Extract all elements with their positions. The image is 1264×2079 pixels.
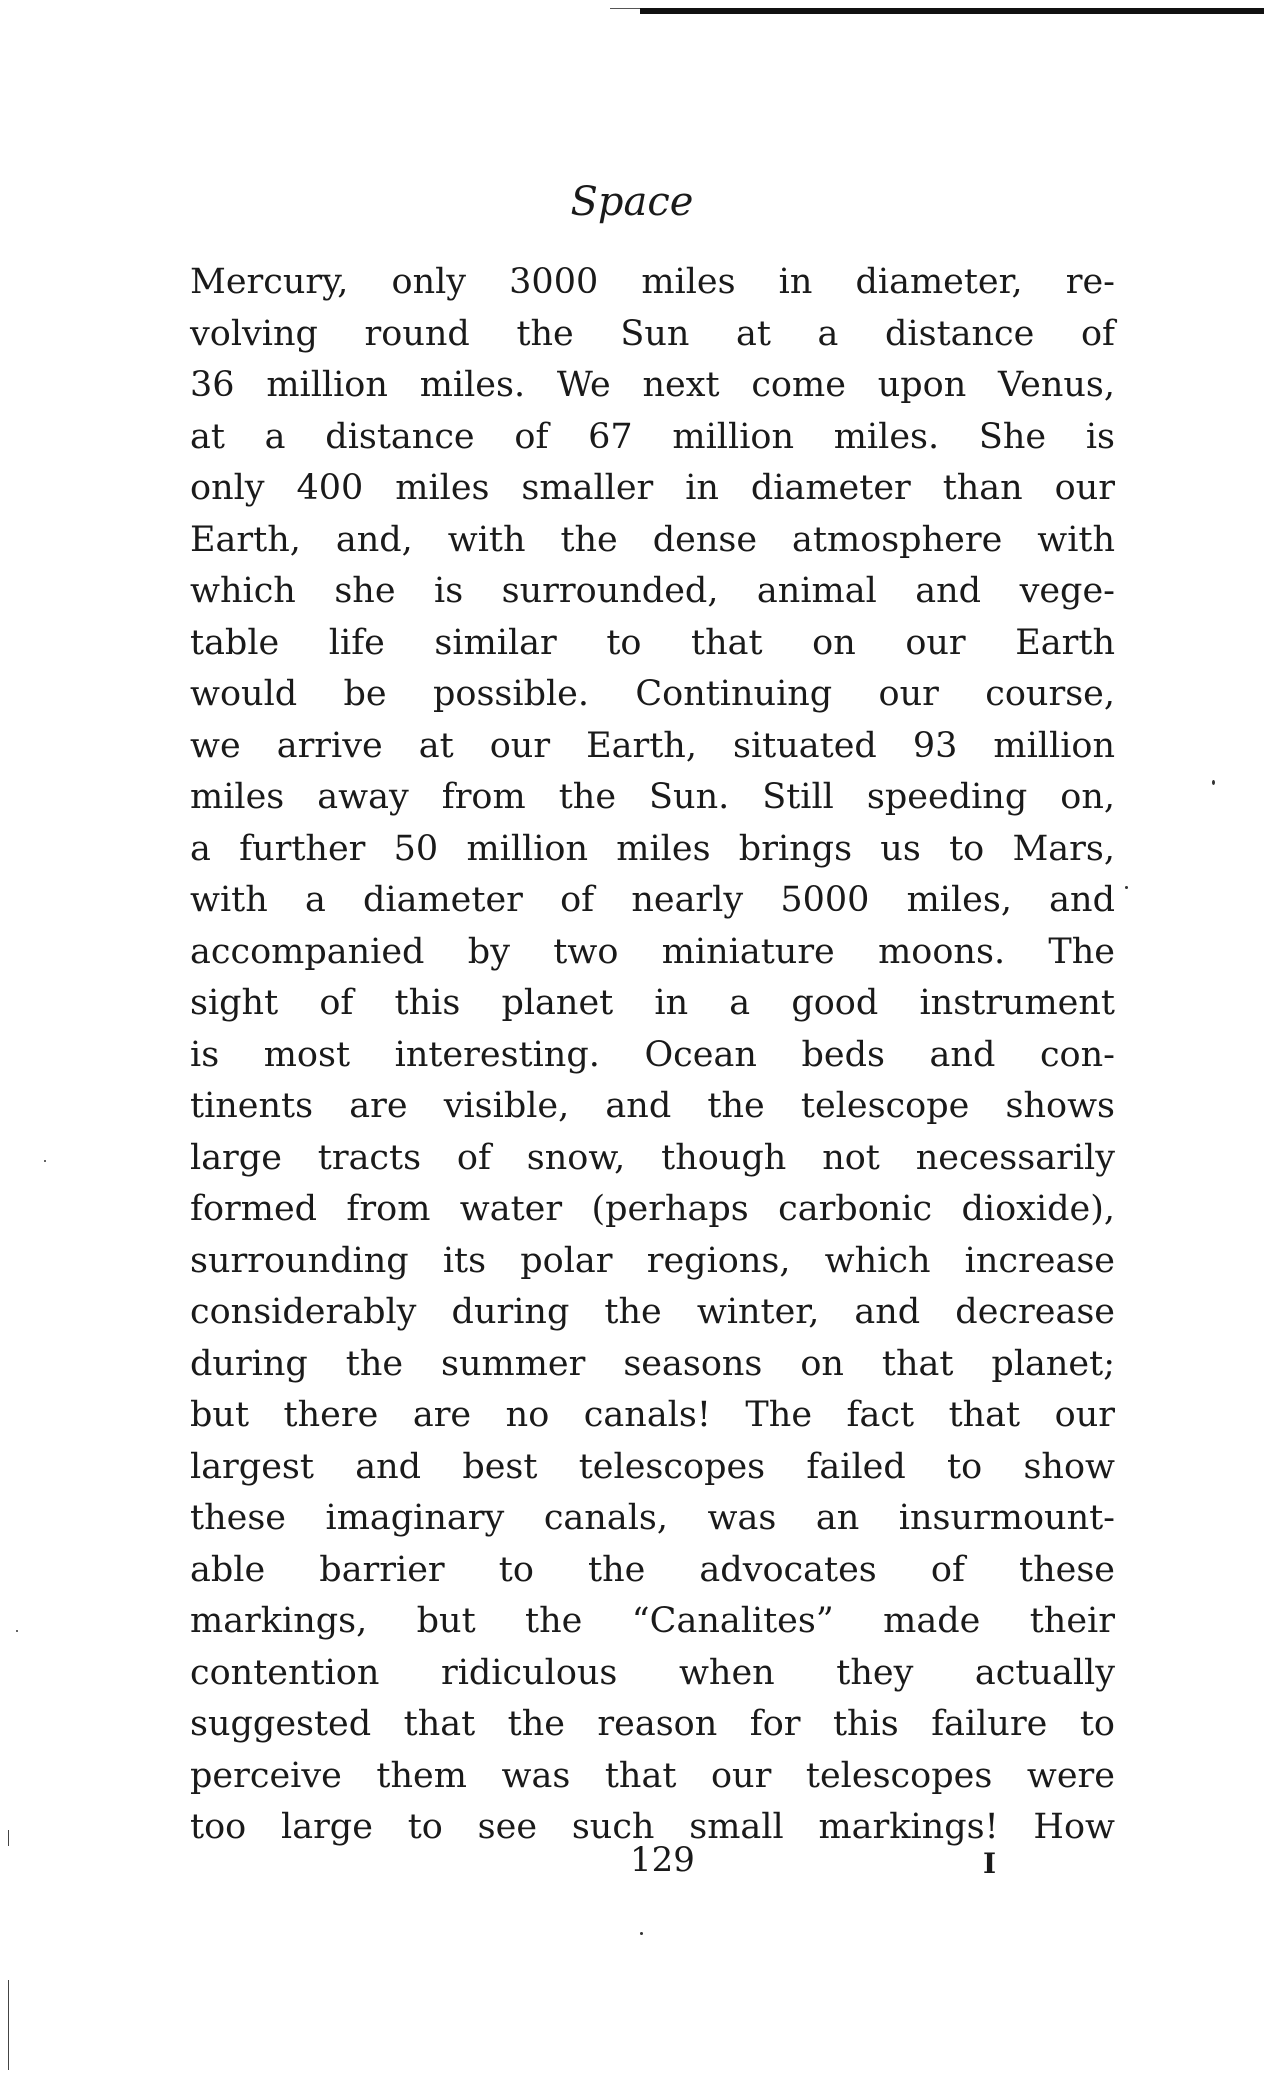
text-line: these imaginary canals, was an insurmount- xyxy=(190,1498,1115,1538)
text-line: 36 million miles. We next come upon Venus, xyxy=(190,365,1115,405)
margin-edge-line xyxy=(8,1830,9,1846)
text-line: surrounding its polar regions, which increase xyxy=(190,1240,1115,1281)
text-line: too large to see such small markings! How xyxy=(190,1807,1115,1847)
text-line: perceive them was that our telescopes were xyxy=(190,1755,1115,1796)
text-line: table life similar to that on our Earth xyxy=(190,622,1115,663)
body-text xyxy=(190,257,1115,1854)
text-line: formed from water (perhaps carbonic dioxide), xyxy=(190,1189,1115,1229)
text-line: is most interesting. Ocean beds and con- xyxy=(190,1034,1115,1075)
text-line: would be possible. Continuing our course, xyxy=(190,674,1115,714)
signature-mark: I xyxy=(983,1847,997,1880)
scan-speck xyxy=(1212,780,1215,785)
text-line: largest and best telescopes failed to show xyxy=(190,1446,1115,1487)
top-rule xyxy=(640,8,1264,14)
scan-speck xyxy=(16,1630,18,1632)
text-line: with a diameter of nearly 5000 miles, and xyxy=(190,880,1115,920)
text-line: a further 50 million miles brings us to Mars, xyxy=(190,828,1115,869)
text-line: able barrier to the advocates of these xyxy=(190,1549,1115,1590)
text-line: at a distance of 67 million miles. She is xyxy=(190,416,1115,457)
text-line: miles away from the Sun. Still speeding on, xyxy=(190,777,1115,817)
text-line: volving round the Sun at a distance of xyxy=(190,313,1115,354)
text-line: we arrive at our Earth, situated 93 million xyxy=(190,725,1115,766)
scan-speck xyxy=(1125,886,1128,889)
margin-edge-line xyxy=(8,1980,9,2070)
text-line: only 400 miles smaller in diameter than our xyxy=(190,468,1115,508)
text-line: large tracts of snow, though not necessarily xyxy=(190,1137,1115,1178)
scan-speck xyxy=(640,1932,643,1935)
text-line: but there are no canals! The fact that our xyxy=(190,1395,1115,1435)
text-line: markings, but the “Canalites” made their xyxy=(190,1601,1115,1641)
text-line: Earth, and, with the dense atmosphere with xyxy=(190,519,1115,560)
text-line: considerably during the winter, and decrease xyxy=(190,1292,1115,1332)
text-line: during the summer seasons on that planet; xyxy=(190,1343,1115,1384)
text-line: contention ridiculous when they actually xyxy=(190,1652,1115,1693)
text-line: which she is surrounded, animal and vege- xyxy=(190,571,1115,611)
text-line: accompanied by two miniature moons. The xyxy=(190,931,1115,972)
text-line: sight of this planet in a good instrument xyxy=(190,983,1115,1023)
scan-speck xyxy=(44,1160,46,1162)
text-line: suggested that the reason for this failure to xyxy=(190,1704,1115,1744)
text-line: tinents are visible, and the telescope shows xyxy=(190,1086,1115,1126)
running-head: Space xyxy=(570,179,694,225)
page-number: 129 xyxy=(630,1840,695,1880)
text-line: Mercury, only 3000 miles in diameter, re- xyxy=(190,262,1115,302)
